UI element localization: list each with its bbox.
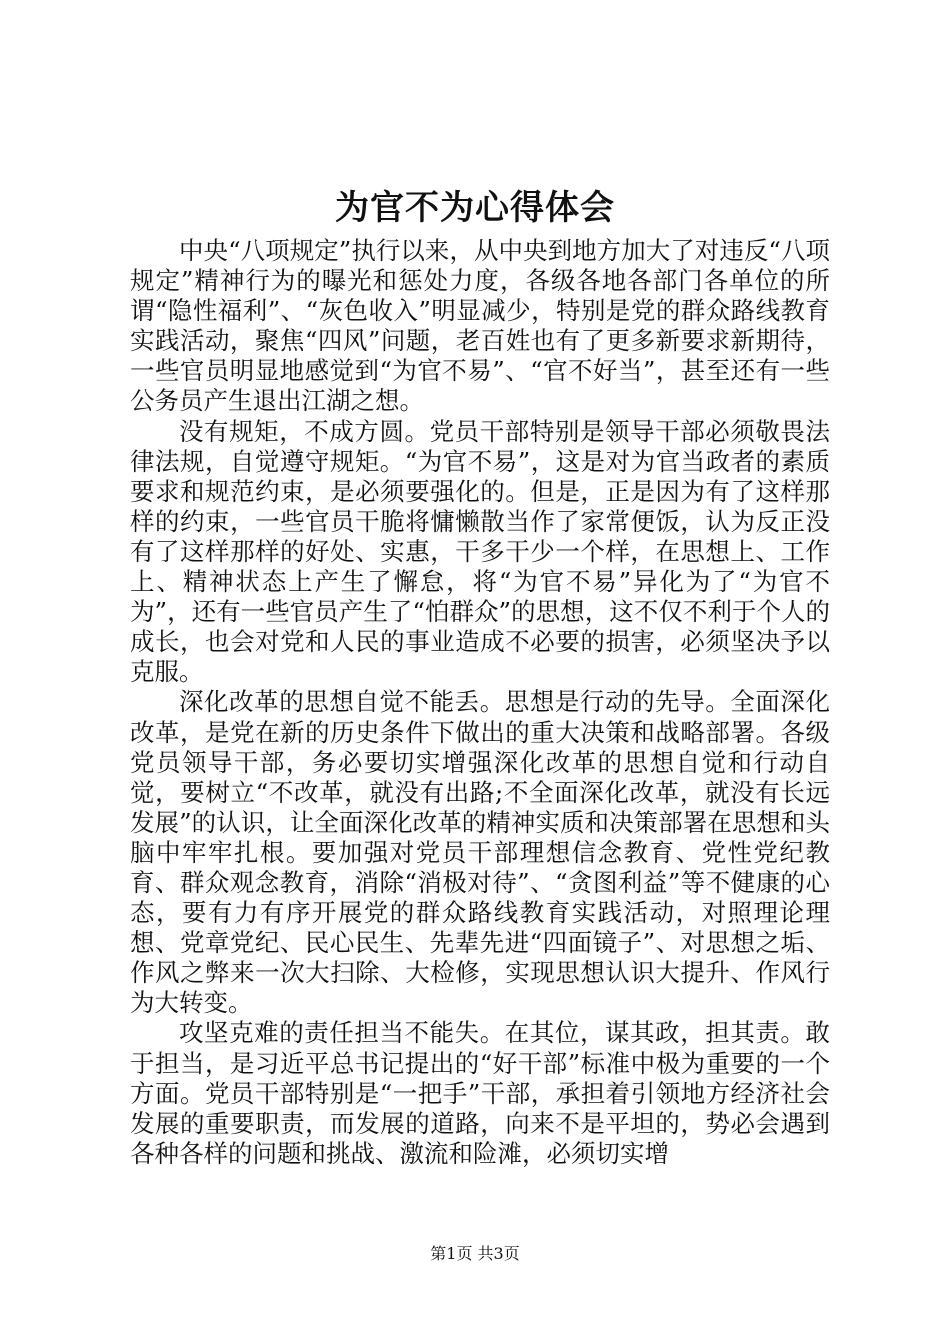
document-title: 为官不为心得体会 (335, 188, 615, 228)
paragraph-3: 深化改革的思想自觉不能丢。思想是行动的先导。全面深化改革，是党在新的历史条件下做出的重大决策和战略部署。各级党员领导干部，务必要切实增强深化改革的思想自觉和行动自觉，要树立“不改革，就没有出路;不全面深化改革，就没有长远发展”的认识，让全面深化改革的精神实质和决策部署在思想和头脑中牢牢扎根。要加强对党员干部理想信念教育、党性党纪教育、群众观念教育，消除“消极对待”、“贪图利益”等不健康的心态，要有力有序开展党的群众路线教育实践活动，对照理论理想、党章党纪、民心民生、先辈先进“四面镜子”、对思想之垢、作风之弊来一次大扫除、大检修，实现思想认识大提升、作风行为大转变。 (130, 687, 830, 1018)
paragraph-2: 没有规矩，不成方圆。党员干部特别是领导干部必须敬畏法律法规，自觉遵守规矩。“为官不易”，这是对为官当政者的素质要求和规范约束，是必须要强化的。但是，正是因为有了这样那样的约束，一些官员干脆将慵懒散当作了家常便饭，认为反正没有了这样那样的好处、实惠，干多干少一个样，在思想上、工作上、精神状态上产生了懈怠，将“为官不易”异化为了“为官不为”，还有一些官员产生了“怕群众”的思想，这不仅不利于个人的成长，也会对党和人民的事业造成不必要的损害，必须坚决予以克服。 (130, 416, 830, 687)
document-body (130, 236, 830, 1169)
page-number-footer: 第1页 共3页 (430, 1244, 520, 1263)
paragraph-4: 攻坚克难的责任担当不能失。在其位，谋其政，担其责。敢于担当，是习近平总书记提出的“好干部”标准中极为重要的一个方面。党员干部特别是“一把手”干部，承担着引领地方经济社会发展的重要职责，而发展的道路，向来不是平坦的，势必会遇到各种各样的问题和挑战、激流和险滩，必须切实增 (130, 1018, 830, 1168)
paragraph-1: 中央“八项规定”执行以来，从中央到地方加大了对违反“八项规定”精神行为的曝光和惩处力度，各级各地各部门各单位的所谓“隐性福利”、“灰色收入”明显减少，特别是党的群众路线教育实践活动，聚焦“四风”问题，老百姓也有了更多新要求新期待，一些官员明显地感觉到“为官不易”、“官不好当”，甚至还有一些公务员产生退出江湖之想。 (130, 236, 830, 416)
